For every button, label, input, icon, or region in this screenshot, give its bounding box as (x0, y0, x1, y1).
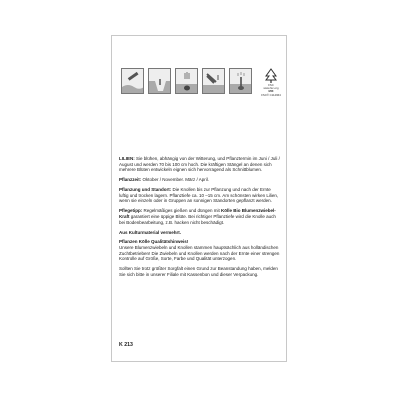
article-code: K 213 (119, 342, 133, 348)
pflegetipp-heading: Pflegetipp: (119, 208, 143, 214)
paragraph-lilien (119, 156, 281, 173)
planting-step-5-icon (229, 68, 252, 94)
pflegetipp-body: Regelmäßiges gießen und düngen mit (142, 208, 222, 214)
lilien-heading: LILIEN: (119, 156, 135, 161)
paragraph-pflegetipp (119, 208, 281, 225)
paragraph-pflanzzeit (119, 177, 281, 183)
fsc-logo (261, 68, 281, 102)
description-text (119, 156, 281, 282)
paragraph-beanstandung (119, 266, 281, 277)
fsc-name: FSC (268, 83, 274, 87)
planting-step-2-icon (148, 68, 171, 94)
fsc-tree-icon (264, 68, 278, 84)
planting-step-4-icon (202, 68, 225, 94)
fsc-website: www.fsc.org (263, 86, 279, 91)
product-name: Kölle Bio Blumenzwiebel-Kraft (119, 208, 276, 219)
kulturmaterial-heading: Aus Kulturmaterial vermehrt. (119, 229, 182, 235)
pflanzzeit-body: Oktober / November. März / April. (141, 177, 210, 183)
beanstandung-body: Sollten Sie trotz größter Sorgfalt einen Grund zur Beanstandung haben, melden Sie sich bitte in unserer Filiale mit Kassenbon und dieser Verpackung. (119, 266, 278, 277)
qualitaetshinweis-body: Unsere Blumenzwiebeln und Knollen stammen hauptsächlich aus holländischen Zuchtbetrieben! Die Zwiebeln und Knollen werden nach der Ernte einer strengen Kontrolle auf Größe, Sorte, Farbe und Qualität unterzogen. (119, 245, 280, 262)
paragraph-qualitaetshinweis (119, 239, 281, 261)
instruction-icons (121, 68, 281, 102)
fsc-license-code: FSC® C114964 (261, 92, 281, 97)
qualitaetshinweis-heading: Pflanzen Kölle Qualitätshinweis! (119, 239, 189, 245)
lilien-body: Sie blühen, abhängig von der Witterung, und Pflanztermin im Juni / Juli / August und werden 70 bis 100 cm hoch. Die kräftigen Stängel an denen sich mehrere Blüten entwickeln eignen sich hervorragend als Schnittblumen. (119, 156, 280, 173)
paragraph-kulturmaterial (119, 230, 281, 236)
planting-step-1-icon (121, 68, 144, 94)
pflegetipp-body-2: garantiert eine üppige Blüte. Bei richtiger Pflanztiefe wird die Knolle auch bei Bodenbearbeitung, z.B. hacken nicht beschädigt. (119, 213, 276, 225)
fsc-mix: MIX (268, 89, 274, 94)
pflanzung-body: Die Knollen bis zur Pflanzung und nach der Ernte luftig und trocken lagern. Pflanztiefe ca. 10 –15 cm. Am schönsten wirken Lilien, wenn sie einzeln oder in Gruppen an sonnigen Standorten gepflanzt werden. (119, 187, 279, 204)
planting-step-3-icon (175, 68, 198, 94)
pflanzung-heading: Pflanzung und Standort: (119, 187, 172, 193)
paragraph-pflanzung (119, 187, 281, 204)
pflanzzeit-heading: Pflanzzeit: (119, 177, 142, 183)
